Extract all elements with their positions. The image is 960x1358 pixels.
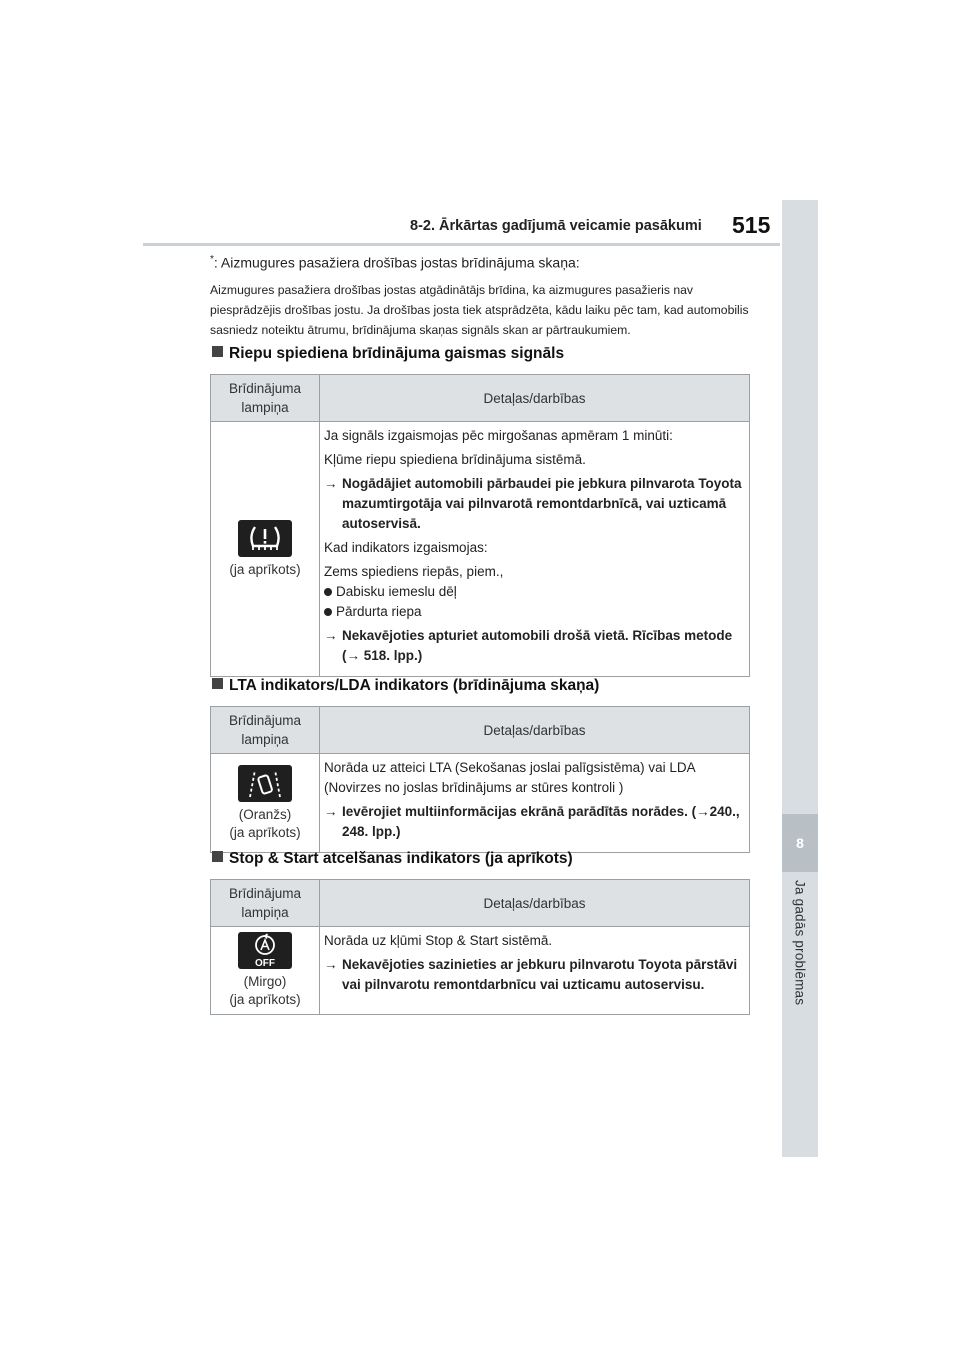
detail-line: Zems spiediens riepās, piem.,	[324, 564, 504, 579]
chapter-title	[782, 880, 818, 1030]
lane-departure-icon	[238, 765, 292, 802]
off-label: OFF	[255, 958, 275, 969]
bullet-item: Pārdurta riepa	[324, 602, 743, 622]
bullet-dot-icon	[324, 582, 336, 602]
action-line: → Nogādājiet automobili pārbaudei pie jebkura pilnvarota Toyota mazumtirgotāja vai pilnvarotā remontdarbnīcā, vai uzticamā autoservisā.	[324, 474, 743, 534]
action-line: → Ievērojiet multiinformācijas ekrānā parādītās norādes. (→240., 248. lpp.)	[324, 802, 743, 842]
chapter-number-tab[interactable]	[782, 814, 818, 872]
bullet-item: Dabisku iemeslu dēļ	[324, 582, 743, 602]
page-number: 515	[732, 212, 771, 238]
header-divider	[143, 243, 780, 246]
lamp-note: (Mirgo)	[243, 974, 287, 989]
warning-table-stop-start	[210, 879, 750, 1015]
detail-line: Kļūme riepu spiediena brīdinājuma sistēmā.	[324, 452, 586, 467]
lamp-note: (ja aprīkots)	[229, 561, 301, 577]
col-header-details: Detaļas/darbības	[320, 707, 750, 754]
section-title: LTA indikators/LDA indikators (brīdinājuma skaņa)	[229, 677, 600, 694]
square-bullet-icon	[212, 678, 223, 689]
footnote-heading	[210, 254, 580, 271]
details-cell	[320, 422, 750, 677]
arrow-icon: →	[324, 628, 338, 643]
lamp-cell	[211, 927, 320, 1015]
col-header-details: Detaļas/darbības	[320, 880, 750, 927]
action-line: → Nekavējoties apturiet automobili drošā vietā. Rīcības metode (→ 518. lpp.)	[324, 626, 743, 666]
details-cell	[320, 754, 750, 853]
detail-line: Ja signāls izgaismojas pēc mirgošanas apmēram 1 minūti:	[324, 428, 673, 443]
square-bullet-icon	[212, 851, 223, 862]
lamp-note: (Oranžs)	[238, 806, 292, 822]
bullet-dot-icon	[324, 602, 336, 622]
stop-start-off-icon	[238, 932, 292, 969]
section-title: Stop & Start atcelšanas indikators (ja aprīkots)	[229, 850, 573, 867]
col-header-lamp: Brīdinājuma lampiņa	[211, 707, 320, 754]
section-title: Riepu spiediena brīdinājuma gaismas signāls	[229, 345, 565, 362]
lamp-cell	[211, 754, 320, 853]
detail-line: Norāda uz atteici LTA (Sekošanas joslai palīgsistēma) vai LDA (Novirzes no joslas brīdinājums ar stūres kontroli )	[324, 760, 695, 795]
col-header-lamp: Brīdinājuma lampiņa	[211, 880, 320, 927]
warning-table-tire-pressure	[210, 374, 750, 677]
action-line: → Nekavējoties sazinieties ar jebkuru pilnvarotu Toyota pārstāvi vai pilnvarotu remontdarbnīcu vai uzticamu autoservisu.	[324, 955, 743, 995]
warning-table-lta	[210, 706, 750, 853]
arrow-icon: →	[324, 804, 338, 819]
footnote-marker: *	[210, 254, 214, 265]
footnote-text: : Aizmugures pasažiera drošības jostas brīdinājuma skaņa:	[213, 254, 580, 271]
detail-line: Kad indikators izgaismojas:	[324, 540, 488, 555]
lamp-cell	[211, 422, 320, 677]
lamp-note: (ja aprīkots)	[229, 992, 301, 1007]
tire-pressure-warning-icon	[238, 520, 292, 557]
section-header: 8-2. Ārkārtas gadījumā veicamie pasākumi	[410, 218, 702, 234]
chapter-title-text: Ja gadās problēmas	[792, 880, 808, 1006]
detail-line: Norāda uz kļūmi Stop & Start sistēmā.	[324, 933, 553, 948]
col-header-lamp: Brīdinājuma lampiņa	[211, 375, 320, 422]
arrow-icon: →	[324, 476, 338, 491]
footnote-body: Aizmugures pasažiera drošības jostas atgādinātājs brīdina, ka aizmugures pasažieris nav piesprādzējis drošības jostu. Ja drošības josta tiek atsprādzēta, kādu laiku pēc tam, kad automobilis sasniedz noteiktu ātrumu, brīdinājuma skaņas signāls skan ar pārtraukumiem.	[210, 283, 749, 337]
section-heading-lta	[212, 677, 599, 695]
col-header-details: Detaļas/darbības	[320, 375, 750, 422]
square-bullet-icon	[212, 346, 223, 357]
arrow-icon: →	[324, 957, 338, 972]
section-heading-stop-start	[212, 850, 573, 868]
lamp-note: (ja aprīkots)	[229, 824, 301, 840]
chapter-number: 8	[796, 835, 804, 851]
section-heading-tire-pressure	[212, 345, 564, 363]
details-cell	[320, 927, 750, 1015]
